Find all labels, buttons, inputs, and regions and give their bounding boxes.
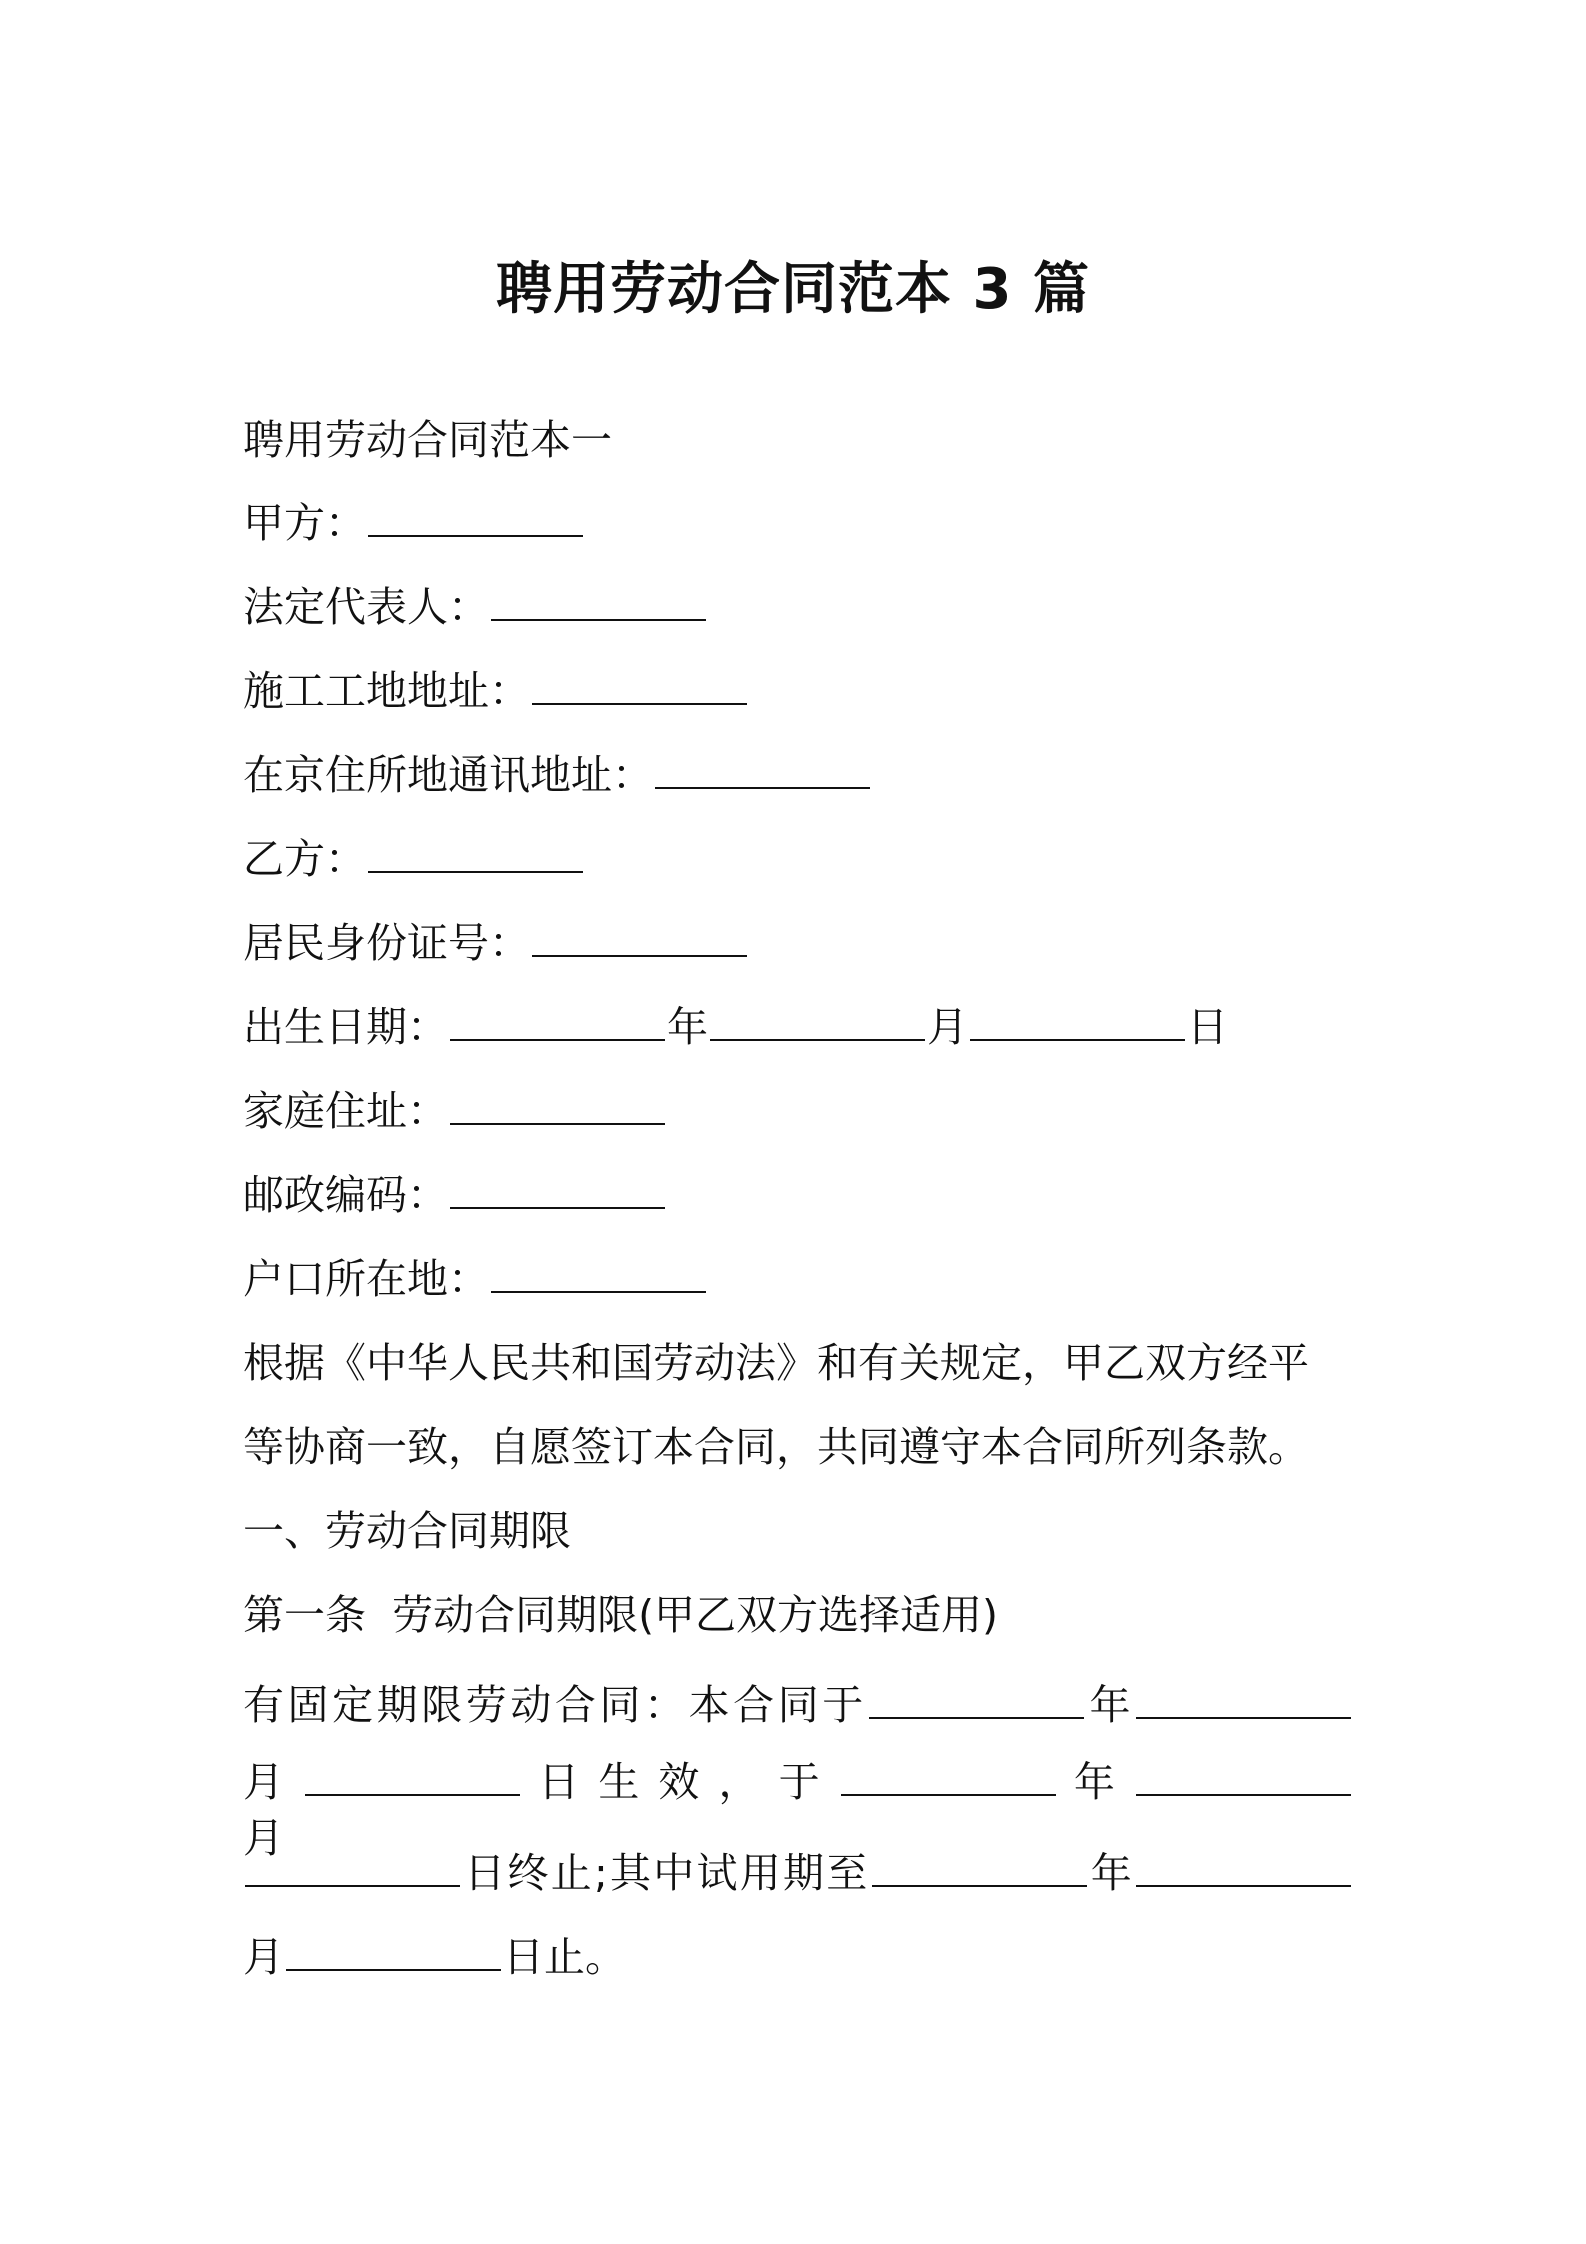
blank-line: [286, 1965, 501, 1971]
clause-text: 日 生 效 ， 于: [538, 1758, 823, 1806]
clause-text: 有固定期限劳动合同：本合同于: [243, 1681, 867, 1729]
field-label: 出生日期：: [243, 1003, 448, 1051]
blank-line: [1136, 1713, 1351, 1719]
clause-text: 日止。: [503, 1933, 626, 1981]
blank-line: [655, 783, 870, 789]
blank-line: [1136, 1790, 1351, 1796]
field-postal-code: [243, 1167, 667, 1223]
field-label: 户口所在地：: [243, 1255, 489, 1303]
blank-line: [1136, 1881, 1351, 1887]
fixed-term-line-4: [243, 1929, 626, 1985]
year-unit: 年: [1085, 1681, 1134, 1729]
section-heading: 一、劳动合同期限: [243, 1507, 571, 1555]
field-label: 居民身份证号：: [243, 919, 530, 967]
field-label: 邮政编码：: [243, 1171, 448, 1219]
blank-line: [305, 1790, 520, 1796]
year-unit: 年: [667, 1003, 708, 1051]
blank-line: [710, 1035, 925, 1041]
article-heading: 第一条 劳动合同期限(甲乙双方选择适用): [243, 1591, 999, 1639]
paragraph-line: 根据《中华人民共和国劳动法》和有关规定，甲乙双方经平: [243, 1339, 1309, 1387]
year-unit: 年: [1088, 1849, 1135, 1897]
month-unit: 月: [927, 1003, 968, 1051]
field-label: 家庭住址：: [243, 1087, 448, 1135]
field-party-a: [243, 495, 585, 551]
clause-text: 日终止;其中试用期至: [462, 1849, 870, 1897]
day-unit: 日: [1187, 1003, 1228, 1051]
field-birth-date: [243, 999, 1228, 1055]
field-label: 甲方：: [243, 499, 366, 547]
blank-line: [450, 1119, 665, 1125]
month-unit: 月: [243, 1933, 284, 1981]
field-label: 法定代表人：: [243, 583, 489, 631]
field-label: 施工工地地址：: [243, 667, 530, 715]
blank-line: [532, 699, 747, 705]
blank-line: [491, 1287, 706, 1293]
field-label: 在京住所地通讯地址：: [243, 751, 653, 799]
field-label: 乙方：: [243, 835, 366, 883]
blank-line: [970, 1035, 1185, 1041]
field-id-number: [243, 915, 749, 971]
year-unit: 年: [1073, 1758, 1118, 1806]
blank-line: [368, 531, 583, 537]
blank-line: [491, 615, 706, 621]
blank-line: [450, 1203, 665, 1209]
blank-line: [450, 1035, 665, 1041]
field-beijing-address: [243, 747, 872, 803]
field-party-b: [243, 831, 585, 887]
blank-line: [245, 1881, 460, 1887]
paragraph-line: 等协商一致，自愿签订本合同，共同遵守本合同所列条款。: [243, 1423, 1309, 1471]
blank-line: [869, 1713, 1084, 1719]
blank-line: [532, 951, 747, 957]
month-unit: 月: [243, 1814, 284, 1862]
field-home-address: [243, 1083, 667, 1139]
field-legal-rep: [243, 579, 708, 635]
blank-line: [841, 1790, 1056, 1796]
field-hukou: [243, 1251, 708, 1307]
document-title: 聘用劳动合同范本 3 篇: [496, 257, 1090, 322]
fixed-term-line-3: [243, 1845, 1353, 1901]
contract-subtitle: 聘用劳动合同范本一: [243, 416, 612, 464]
blank-line: [872, 1881, 1087, 1887]
blank-line: [368, 867, 583, 873]
fixed-term-line-1: [243, 1677, 1353, 1733]
month-unit: 月: [243, 1758, 288, 1806]
field-site-address: [243, 663, 749, 719]
